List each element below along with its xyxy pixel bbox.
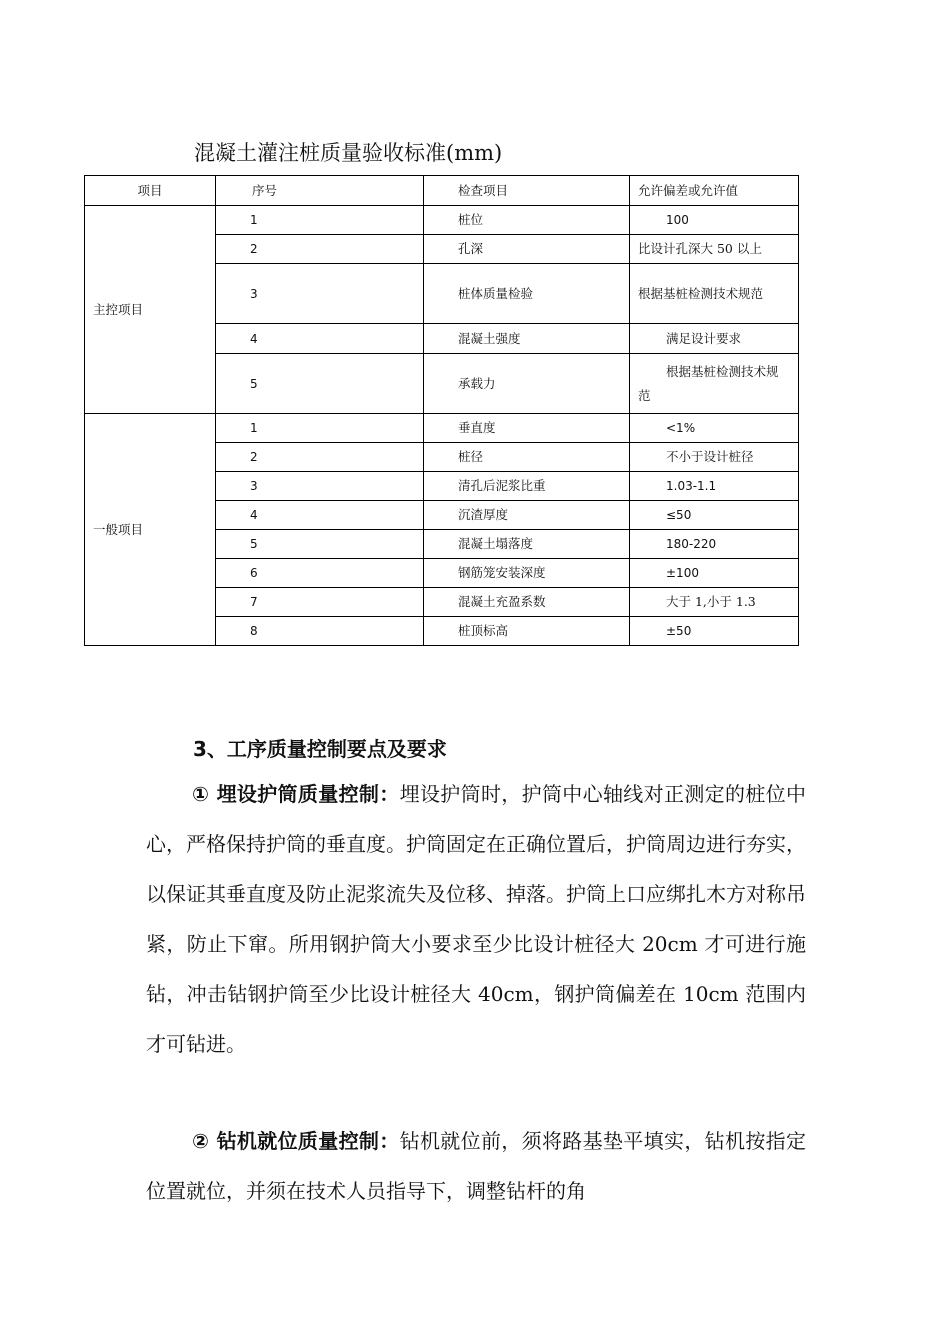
acceptance-standard-table — [84, 175, 799, 646]
tolerance-cell: 180-220 — [630, 530, 799, 559]
header-check-item: 检查项目 — [424, 176, 630, 206]
paragraph-body: 钻机就位前，须将路基垫平填实，钻机按指定位置就位，并须在技术人员指导下，调整钻杆的角 — [146, 1129, 807, 1203]
seq-cell: 3 — [216, 472, 424, 501]
check-item-cell: 承载力 — [424, 354, 630, 414]
check-item-cell: 混凝土塌落度 — [424, 530, 630, 559]
check-item-cell: 沉渣厚度 — [424, 501, 630, 530]
seq-cell: 1 — [216, 414, 424, 443]
table-row — [85, 206, 799, 235]
tolerance-cell: 不小于设计桩径 — [630, 443, 799, 472]
seq-cell: 4 — [216, 324, 424, 354]
seq-cell: 6 — [216, 559, 424, 588]
group-label-main: 主控项目 — [85, 206, 216, 414]
seq-cell: 5 — [216, 530, 424, 559]
check-item-cell: 桩径 — [424, 443, 630, 472]
tolerance-cell: 100 — [630, 206, 799, 235]
tolerance-cell: ±50 — [630, 617, 799, 646]
check-item-cell: 桩位 — [424, 206, 630, 235]
seq-cell: 2 — [216, 235, 424, 264]
tolerance-cell: 比设计孔深大 50 以上 — [630, 235, 799, 264]
check-item-cell: 孔深 — [424, 235, 630, 264]
tolerance-cell: 根据基桩检测技术规范 — [630, 354, 799, 414]
tolerance-cell: 满足设计要求 — [630, 324, 799, 354]
paragraph-casing-control — [146, 769, 806, 1069]
seq-cell: 1 — [216, 206, 424, 235]
section-heading: 3、工序质量控制要点及要求 — [193, 737, 447, 761]
check-item-cell: 桩顶标高 — [424, 617, 630, 646]
header-tolerance: 允许偏差或允许值 — [630, 176, 799, 206]
tolerance-cell: ≤50 — [630, 501, 799, 530]
tolerance-cell: ±100 — [630, 559, 799, 588]
check-item-cell: 混凝土充盈系数 — [424, 588, 630, 617]
seq-cell: 2 — [216, 443, 424, 472]
paragraph-body: 埋设护筒时，护筒中心轴线对正测定的桩位中心，严格保持护筒的垂直度。护筒固定在正确位置后，护筒周边进行夯实，以保证其垂直度及防止泥浆流失及位移、掉落。护筒上口应绑扎木方对称吊紧，防止下窜。所用钢护筒大小要求至少比设计桩径大 20cm 才可进行施钻，冲击钻钢护筒至少比设计桩径大 40cm，钢护筒偏差在 10cm 范围内才可钻进。 — [146, 782, 807, 1056]
tolerance-cell: 1.03-1.1 — [630, 472, 799, 501]
group-label-general: 一般项目 — [85, 414, 216, 646]
check-item-cell: 桩体质量检验 — [424, 264, 630, 324]
seq-cell: 5 — [216, 354, 424, 414]
table-header-row — [85, 176, 799, 206]
paragraph-lead: ① 埋设护筒质量控制： — [192, 782, 400, 806]
tolerance-cell: 大于 1,小于 1.3 — [630, 588, 799, 617]
paragraph-lead: ② 钻机就位质量控制： — [192, 1129, 400, 1153]
tolerance-cell: <1% — [630, 414, 799, 443]
check-item-cell: 钢筋笼安装深度 — [424, 559, 630, 588]
check-item-cell: 清孔后泥浆比重 — [424, 472, 630, 501]
seq-cell: 3 — [216, 264, 424, 324]
check-item-cell: 混凝土强度 — [424, 324, 630, 354]
seq-cell: 7 — [216, 588, 424, 617]
seq-cell: 4 — [216, 501, 424, 530]
paragraph-rig-positioning — [146, 1116, 806, 1216]
header-project: 项目 — [85, 176, 216, 206]
table-title: 混凝土灌注桩质量验收标准(mm) — [194, 141, 503, 165]
check-item-cell: 垂直度 — [424, 414, 630, 443]
table-row — [85, 414, 799, 443]
tolerance-cell: 根据基桩检测技术规范 — [630, 264, 799, 324]
seq-cell: 8 — [216, 617, 424, 646]
header-seq: 序号 — [216, 176, 424, 206]
